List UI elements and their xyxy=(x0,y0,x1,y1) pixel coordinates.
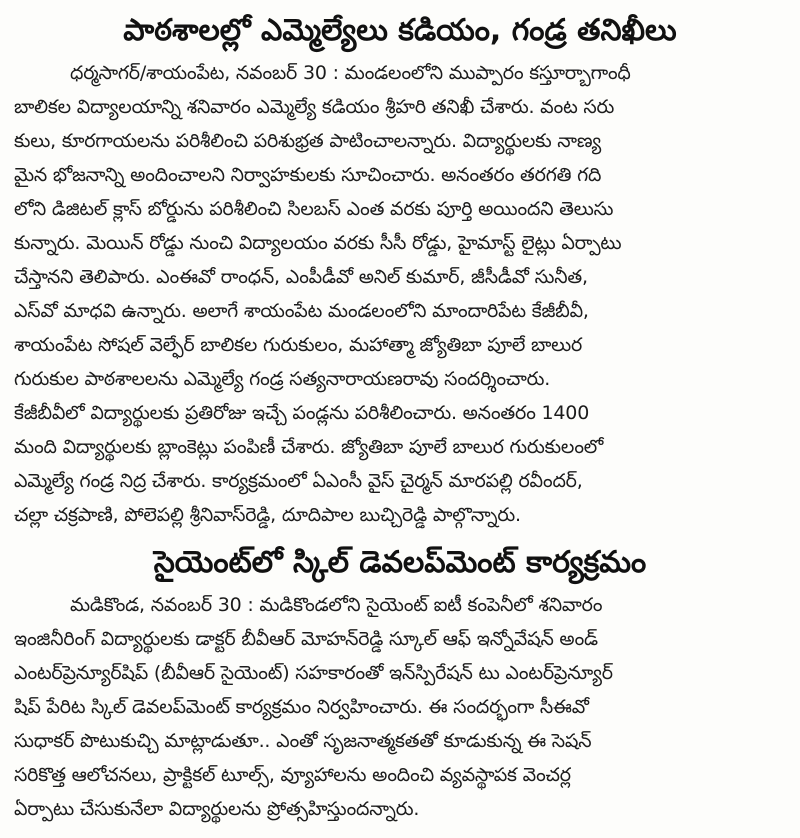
article-line: కున్నారు. మెయిన్ రోడ్డు నుంచి విద్యాలయం వరకు సీసీ రోడ్డు, హైమాస్ట్ లైట్లు ఏర్పాటు xyxy=(14,232,622,254)
article-line: ఎంటర్‌ప్రెన్యూర్‌షిప్ (బీవీఆర్ సైయెంట్) సహకారంతో ఇన్‌స్పిరేషన్ టు ఎంటర్‌ప్రెన్యూర్ xyxy=(14,662,613,684)
article-line: ఎస్‌వో మాధవి ఉన్నారు. అలాగే శాయంపేట మండలంలోని మాందారిపేట కేజీబీవీ, xyxy=(14,300,589,322)
article-headline: సైయెంట్‌లో స్కిల్ డెవలప్‌మెంట్ కార్యక్రమం xyxy=(153,545,647,580)
article-headline: పాఠశాలల్లో ఎమ్మెల్యేలు కడియం, గండ్ర తనిఖీలు xyxy=(123,13,677,48)
article-line: ఏర్పాటు చేసుకునేలా విద్యార్థులను ప్రోత్సహిస్తుందన్నారు. xyxy=(14,798,420,820)
article-line: గురుకుల పాఠశాలలను ఎమ్మెల్యే గండ్ర సత్యనారాయణరావు సందర్శించారు. xyxy=(14,368,551,390)
article-line: మడికొండ, నవంబర్ 30 : మడికొండలోని సైయెంట్ ఐటీ కంపెనీలో శనివారం xyxy=(70,594,603,616)
article-skill-development xyxy=(14,538,786,826)
article-line: ధర్మసాగర్/శాయంపేట, నవంబర్ 30 : మండలంలోని ముప్పారం కస్తూర్బాగాంధీ xyxy=(70,62,631,84)
article-line: కులు, కూరగాయలను పరిశీలించి పరిశుభ్రత పాటించాలన్నారు. విద్యార్థులకు నాణ్య xyxy=(14,130,602,152)
article-line: షిప్ పేరిట స్కిల్ డెవలప్‌మెంట్ కార్యక్రమం నిర్వహించారు. ఈ సందర్భంగా సీఈవో xyxy=(14,696,589,718)
article-body xyxy=(14,56,786,532)
article-line: ఎమ్మెల్యే గండ్ర నిద్ర చేశారు. కార్యక్రమంలో ఏఎంసీ వైస్ చైర్మన్ మారపల్లి రవీందర్, xyxy=(14,470,583,492)
article-line: లోని డిజిటల్ క్లాస్ బోర్డును పరిశీలించి సిలబస్ ఎంత వరకు పూర్తి అయిందని తెలుసు xyxy=(14,198,614,220)
article-line: సుధాకర్ పొటుకుచ్చి మాట్లాడుతూ.. ఎంతో సృజనాత్మకతతో కూడుకున్న ఈ సెషన్ xyxy=(14,730,592,752)
article-line: శాయంపేట సోషల్ వెల్ఫేర్ బాలికల గురుకులం, మహాత్మా జ్యోతిబా పూలే బాలుర xyxy=(14,334,583,356)
article-line: మంది విద్యార్థులకు బ్లాంకెట్లు పంపిణీ చేశారు. జ్యోతిబా పూలే బాలుర గురుకులంలో xyxy=(14,436,604,458)
article-line: చేస్తానని తెలిపారు. ఎంఈవో రాంధన్, ఎంపీడీవో అనిల్ కుమార్, జీసీడీవో సునీత, xyxy=(14,266,588,288)
article-school-inspection xyxy=(14,6,786,532)
article-line: చల్లా చక్రపాణి, పోలెపల్లి శ్రీనివాస్‌రెడ్డి, దూదిపాల బుచ్చిరెడ్డి పాల్గొన్నారు. xyxy=(14,504,521,526)
article-body xyxy=(14,588,786,826)
article-line: కేజీబీవీలో విద్యార్థులకు ప్రతిరోజు ఇచ్చే పండ్లను పరిశీలించారు. అనంతరం 1400 xyxy=(14,402,590,424)
article-line: సరికొత్త ఆలోచనలు, ప్రాక్టికల్ టూల్స్, వ్యూహాలను అందించి వ్యవస్థాపక వెంచర్ల xyxy=(14,764,571,786)
article-line: బాలికల విద్యాలయాన్ని శనివారం ఎమ్మెల్యే కడియం శ్రీహరి తనిఖీ చేశారు. వంట సరు xyxy=(14,96,615,118)
article-line: మైన భోజనాన్ని అందించాలని నిర్వాహకులకు సూచించారు. అనంతరం తరగతి గది xyxy=(14,164,602,186)
article-line: ఇంజినీరింగ్ విద్యార్థులకు డాక్టర్ బీవీఆర్ మోహన్‌రెడ్డి స్కూల్ ఆఫ్ ఇన్నోవేషన్ అండ్ xyxy=(14,628,598,650)
